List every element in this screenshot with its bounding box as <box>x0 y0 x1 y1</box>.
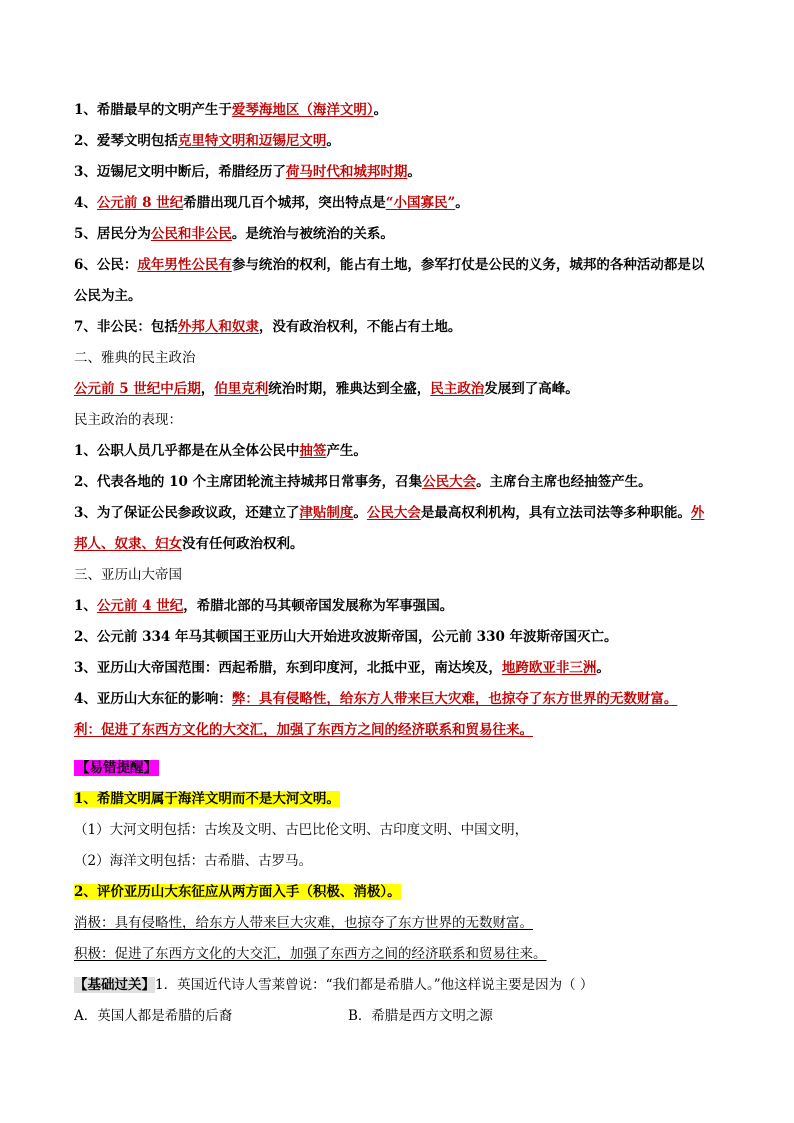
text: 。 <box>373 102 388 118</box>
text: 消极：具有侵略性，给东方人带来巨大灾难，也掠夺了东方世界的无数财富。 <box>74 915 533 931</box>
key-term: 公民和非公民 <box>150 226 232 242</box>
text: ，希腊北部的马其顿帝国发展称为军事强国。 <box>183 598 454 614</box>
key-term: 荷马时代和城邦时期 <box>285 164 408 180</box>
text: 1、希腊最早的文明产生于 <box>74 102 232 118</box>
key-term: 公元前 5 世纪中后期 <box>74 381 201 397</box>
reminder-2 <box>74 883 401 901</box>
text: 6、公民： <box>74 257 138 273</box>
point-3 <box>74 163 421 181</box>
key-term: 地跨欧亚非三洲 <box>501 660 597 676</box>
democracy-point-1 <box>74 442 367 460</box>
heading-text: 三、亚历山大帝国 <box>74 567 182 583</box>
key-term: 外 <box>690 505 705 521</box>
key-term: 利：促进了东西方文化的大交汇，加强了东西方之间的经济联系和贸易往来。 <box>74 722 533 738</box>
highlighted-text: 1、希腊文明属于海洋文明而不是大河文明。 <box>74 791 340 807</box>
text: 发展到了高峰。 <box>484 381 579 397</box>
key-term: 伯里克利 <box>214 381 269 397</box>
reminder-1 <box>74 790 340 808</box>
key-term: 民主政治 <box>430 381 485 397</box>
question-1 <box>74 976 593 994</box>
key-term: 公民大会 <box>366 505 421 521</box>
key-term: 津贴制度 <box>299 505 354 521</box>
highlighted-text: 2、评价亚历山大东征应从两方面入手（积极、消极）。 <box>74 884 401 900</box>
text: 3、亚历山大帝国范围：西起希腊，东到印度河，北抵中亚，南达埃及， <box>74 660 502 676</box>
text: ， <box>200 381 215 397</box>
text: 1、公职人员几乎都是在从全体公民中 <box>74 443 300 459</box>
key-term: 克里特文明和迈锡尼文明 <box>177 133 327 149</box>
democracy-point-3-cont <box>74 535 304 553</box>
key-term: 公元前 8 世纪 <box>96 195 184 211</box>
point-2 <box>74 132 340 150</box>
text: 产生。 <box>326 443 367 459</box>
section-heading-athens <box>74 349 196 367</box>
text: 。 <box>353 505 367 521</box>
key-term: 公元前 4 世纪 <box>96 598 184 614</box>
text: 4、亚历山大东征的影响： <box>74 691 232 707</box>
key-term: 外邦人和奴隶 <box>177 319 259 335</box>
democracy-label <box>74 411 182 429</box>
key-term: “小国寡民” <box>385 195 456 211</box>
text: 没有任何政治权利。 <box>182 536 304 552</box>
text: 2、爱琴文明包括 <box>74 133 178 149</box>
option-text: A．英国人都是希腊的后裔 <box>74 1008 233 1024</box>
key-term: 公民大会 <box>422 474 477 490</box>
alexander-point-4 <box>74 690 677 708</box>
text: （2）海洋文明包括：古希腊、古罗马。 <box>74 853 313 869</box>
heading-text: 二、雅典的民主政治 <box>74 350 196 366</box>
text: 是最高权利机构，具有立法司法等多种职能。 <box>420 505 691 521</box>
key-term: 抽签 <box>299 443 327 459</box>
point-7 <box>74 318 461 336</box>
text: 4、 <box>74 195 97 211</box>
point-4 <box>74 194 469 212</box>
text: （1）大河文明包括：古埃及文明、古巴比伦文明、古印度文明、中国文明， <box>74 822 529 838</box>
text: 5、居民分为 <box>74 226 151 242</box>
key-term: 邦人、奴隶、妇女 <box>74 536 182 552</box>
text: 。主席台主席也经抽签产生。 <box>476 474 652 490</box>
option-text: B．希腊是西方文明之源 <box>348 1008 493 1024</box>
point-5 <box>74 225 394 243</box>
text: 参与统治的权利，能占有土地，参军打仗是公民的义务，城邦的各种活动都是以 <box>231 257 705 273</box>
text: 公民为主。 <box>74 288 142 304</box>
text: 。 <box>326 133 340 149</box>
democracy-point-2 <box>74 473 652 491</box>
reminder-1a <box>74 821 528 839</box>
option-a[interactable] <box>74 1007 232 1025</box>
text: 统治时期，雅典达到全盛， <box>268 381 431 397</box>
section-tag: 【易错提醒】 <box>76 760 157 776</box>
reminder-1b <box>74 852 312 870</box>
section-heading-alexander <box>74 566 182 584</box>
key-term: 弊：具有侵略性，给东方人带来巨大灾难，也掠夺了东方世界的无数财富。 <box>231 691 678 707</box>
text: 。 <box>407 164 421 180</box>
error-reminder-tag <box>74 759 159 777</box>
text: 。 <box>596 660 610 676</box>
text: 。是统治与被统治的关系。 <box>231 226 394 242</box>
text: 。 <box>455 195 469 211</box>
point-1 <box>74 101 387 119</box>
reminder-2b <box>74 945 547 963</box>
democracy-point-3 <box>74 504 704 522</box>
text: 2、代表各地的 10 个主席团轮流主持城邦日常事务，召集 <box>74 474 423 490</box>
alexander-point-3 <box>74 659 610 677</box>
alexander-point-4-cont <box>74 721 533 739</box>
point-6-cont <box>74 287 142 305</box>
text: 民主政治的表现： <box>74 412 182 428</box>
question-text: 1．英国近代诗人雪莱曾说：“我们都是希腊人。”他这样说主要是因为（ ） <box>155 977 594 993</box>
section-tag: 【基础过关】 <box>74 977 155 993</box>
reminder-2a <box>74 914 533 932</box>
option-b[interactable] <box>348 1007 493 1025</box>
alexander-point-2 <box>74 628 618 646</box>
key-term: 爱琴海地区（海洋文明） <box>231 102 374 118</box>
text: ，没有政治权利，不能占有土地。 <box>258 319 462 335</box>
point-6 <box>74 256 704 274</box>
text: 3、为了保证公民参政议政，还建立了 <box>74 505 300 521</box>
text: 1、 <box>74 598 97 614</box>
alexander-point-1 <box>74 597 453 615</box>
text: 积极：促进了东西方文化的大交汇，加强了东西方之间的经济联系和贸易往来。 <box>74 946 547 962</box>
text: 3、迈锡尼文明中断后，希腊经历了 <box>74 164 286 180</box>
text: 希腊出现几百个城邦，突出特点是 <box>183 195 386 211</box>
text: 2、公元前 334 年马其顿国王亚历山大开始进攻波斯帝国，公元前 330 年波斯帝国灭亡。 <box>74 629 618 645</box>
key-term: 成年男性公民有 <box>137 257 232 273</box>
text: 7、非公民：包括 <box>74 319 178 335</box>
athens-peak <box>74 380 579 398</box>
